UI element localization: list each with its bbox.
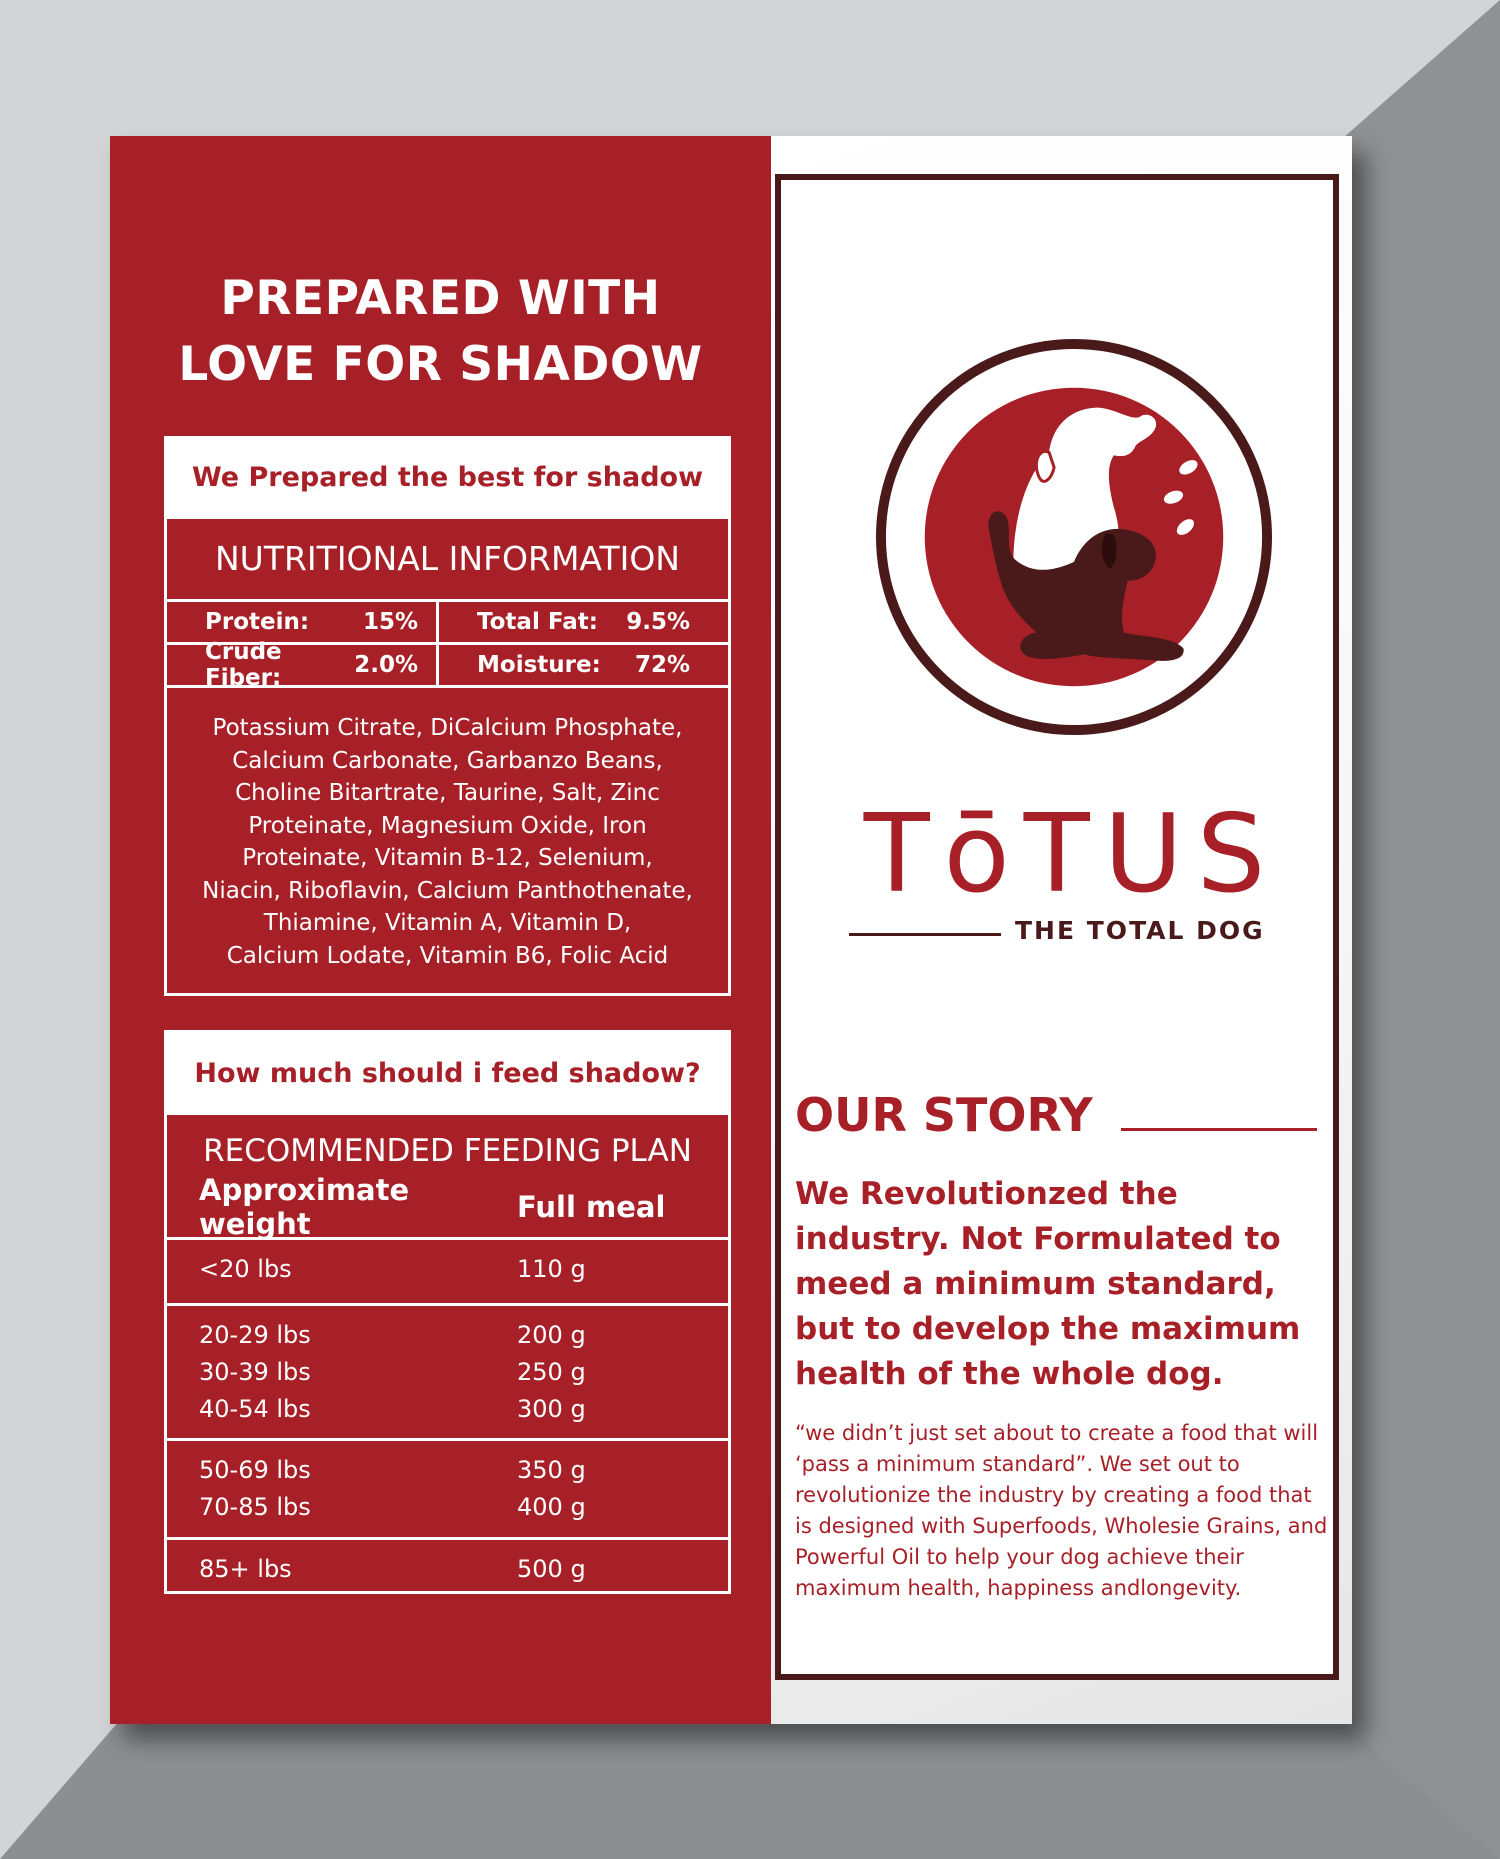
meal-value: 250 g bbox=[517, 1357, 586, 1386]
feeding-row bbox=[167, 1353, 728, 1390]
tagline-group bbox=[849, 916, 1309, 950]
nutrient-label: Protein: bbox=[205, 609, 310, 635]
dog-and-puppy-logo-icon bbox=[875, 338, 1273, 736]
feeding-title: RECOMMENDED FEEDING PLAN bbox=[203, 1133, 692, 1169]
weight-value: 85+ lbs bbox=[199, 1554, 292, 1583]
headline-line-2: LOVE FOR SHADOW bbox=[178, 337, 703, 392]
nutrition-box bbox=[164, 436, 731, 996]
nutrition-row bbox=[167, 639, 728, 691]
nutrient-label: Moisture: bbox=[477, 652, 601, 678]
feeding-row bbox=[167, 1451, 728, 1488]
weight-value: 70-85 lbs bbox=[199, 1492, 311, 1521]
nutrient-value: 9.5% bbox=[626, 609, 690, 635]
nutrition-row bbox=[167, 602, 728, 642]
feeding-row bbox=[167, 1250, 728, 1287]
feeding-caption: How much should i feed shadow? bbox=[167, 1033, 728, 1115]
meal-value: 300 g bbox=[517, 1394, 586, 1423]
story-title: OUR STORY bbox=[795, 1088, 1093, 1142]
feeding-group bbox=[167, 1306, 728, 1438]
nutrient-value: 15% bbox=[362, 609, 418, 635]
feeding-row bbox=[167, 1390, 728, 1427]
nutrition-cell bbox=[439, 602, 728, 642]
nutrition-cell bbox=[167, 639, 439, 691]
ingredients-line: Potassium Citrate, DiCalcium Phosphate, bbox=[212, 715, 683, 741]
product-label-card bbox=[110, 136, 1352, 1724]
brand-frame bbox=[775, 174, 1339, 1680]
brand-name: TōTUS bbox=[863, 792, 1280, 917]
feeding-row bbox=[167, 1488, 728, 1525]
ingredients-line: Niacin, Riboflavin, Calcium Panthothenate, bbox=[202, 877, 693, 904]
ingredients-line: Calcium Lodate, Vitamin B6, Folic Acid bbox=[226, 942, 669, 969]
headline-line-1: PREPARED WITH bbox=[220, 271, 661, 326]
meal-value: 350 g bbox=[517, 1455, 586, 1484]
weight-value: 50-69 lbs bbox=[199, 1455, 311, 1484]
tagline-rule bbox=[849, 933, 1001, 936]
feeding-group bbox=[167, 1240, 728, 1303]
nutrient-label: Crude Fiber: bbox=[205, 639, 282, 691]
feeding-box bbox=[164, 1030, 731, 1594]
ingredients-line: Calcium Carbonate, Garbanzo Beans, bbox=[232, 747, 663, 774]
feeding-header bbox=[167, 1173, 728, 1241]
ingredients-line: Proteinate, Vitamin B-12, Selenium, bbox=[242, 845, 653, 871]
nutrient-value: 72% bbox=[634, 652, 690, 678]
nutrition-cell bbox=[167, 602, 439, 642]
ingredients-line: Proteinate, Magnesium Oxide, Iron bbox=[248, 812, 647, 839]
feeding-group bbox=[167, 1540, 728, 1610]
headline bbox=[110, 266, 771, 398]
meal-value: 110 g bbox=[517, 1254, 586, 1283]
nutrient-value: 2.0% bbox=[354, 652, 418, 678]
left-panel bbox=[110, 136, 771, 1724]
nutrition-cell bbox=[439, 645, 728, 685]
nutrient-label: Total Fat: bbox=[477, 609, 598, 635]
ingredients-line: Choline Bitartrate, Taurine, Salt, Zinc bbox=[235, 780, 660, 806]
feeding-row bbox=[167, 1550, 728, 1587]
tagline: THE TOTAL DOG bbox=[1015, 916, 1265, 945]
story-body: “we didn’t just set about to create a food that will ‘pass a minimum standard”. We set out to revolutionize the industry by creating a food that is designed with Superfoods, Wholesie Grains, and Powerful Oil to help your dog achieve their maximum health, happiness andlongevity. bbox=[795, 1421, 1328, 1600]
weight-column-header: Approximate weight bbox=[199, 1173, 410, 1241]
right-panel bbox=[771, 136, 1352, 1724]
nutrition-caption: We Prepared the best for shadow bbox=[167, 439, 728, 519]
nutrition-title: NUTRITIONAL INFORMATION bbox=[215, 539, 680, 578]
feeding-row bbox=[167, 1316, 728, 1353]
story-title-rule bbox=[1121, 1128, 1317, 1131]
story-lead: We Revolutionzed the industry. Not Formulated to meed a minimum standard, but to develop the maximum health of the whole dog. bbox=[795, 1176, 1301, 1392]
weight-value: 30-39 lbs bbox=[199, 1357, 311, 1386]
ingredients-line: Thiamine, Vitamin A, Vitamin D, bbox=[263, 910, 632, 936]
ingredients-list bbox=[167, 688, 728, 972]
weight-value: 40-54 lbs bbox=[199, 1394, 311, 1423]
meal-value: 500 g bbox=[517, 1554, 586, 1583]
meal-value: 400 g bbox=[517, 1492, 586, 1521]
meal-column-header: Full meal bbox=[517, 1190, 666, 1224]
weight-value: 20-29 lbs bbox=[199, 1320, 311, 1349]
feeding-group bbox=[167, 1441, 728, 1537]
weight-value: <20 lbs bbox=[199, 1254, 292, 1283]
meal-value: 200 g bbox=[517, 1320, 586, 1349]
